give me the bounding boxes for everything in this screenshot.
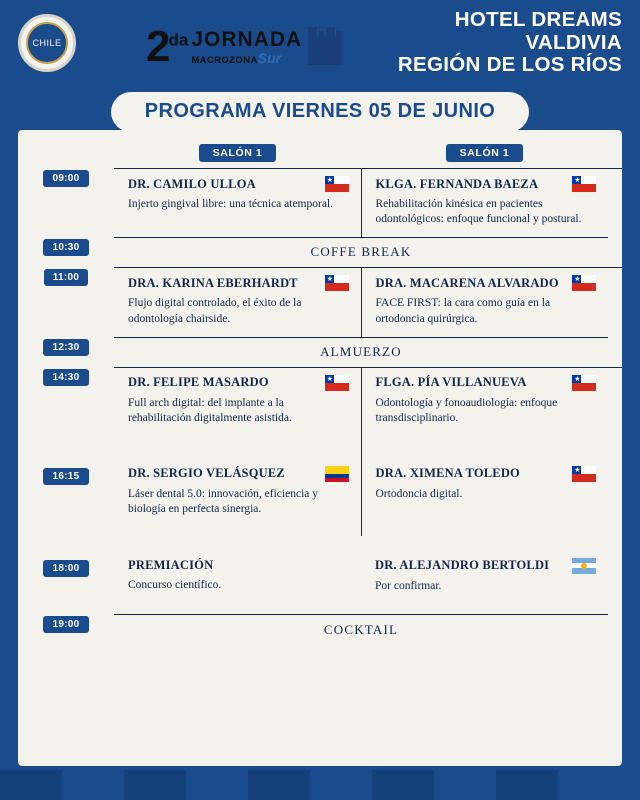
edition-subtitle: [191, 51, 302, 66]
session-left: [114, 268, 362, 336]
hall-label-right: SALÓN 1: [446, 144, 524, 162]
flag-chile-icon: ★: [572, 176, 596, 192]
footer-segment: [0, 770, 62, 800]
time-col: [18, 614, 114, 633]
speaker-row: [376, 275, 597, 291]
edition-number-value: 2: [146, 21, 169, 71]
session-topic: Por confirmar.: [375, 579, 442, 592]
venue-line-2: VALDIVIA: [525, 30, 622, 54]
flag-colombia-icon: [325, 466, 349, 482]
time-badge: 11:00: [44, 269, 89, 286]
session-right: [362, 268, 609, 336]
speaker-row: [375, 558, 596, 574]
logo-label: CHILE: [32, 37, 62, 48]
hall-label-left: SALÓN 1: [199, 144, 277, 162]
break-label: COFFE BREAK: [114, 237, 608, 267]
schedule-row-break: [18, 237, 622, 267]
session-topic: Láser dental 5.0: innovación, eficiencia y biología en perfecta sinergia.: [128, 487, 318, 515]
speaker-name: KLGA. FERNANDA BAEZA: [375, 176, 539, 191]
schedule-row: [18, 168, 622, 237]
schedule-row: [18, 367, 622, 444]
row-content: [114, 267, 622, 336]
speaker-row: [128, 558, 349, 573]
time-col: [18, 536, 114, 577]
footer-segment: [372, 770, 434, 800]
flag-chile-icon: ★: [572, 275, 596, 291]
time-badge: 18:00: [43, 560, 88, 577]
speaker-name: DRA. MACARENA ALVARADO: [375, 275, 559, 290]
schedule-rows: [18, 168, 622, 638]
speaker-row: [128, 275, 349, 291]
schedule-sheet: [18, 130, 622, 766]
footer-segment: [248, 770, 310, 800]
speaker-row: [376, 176, 597, 192]
session-left: [114, 169, 362, 237]
speaker-row: [128, 176, 349, 192]
castle-icon: [308, 27, 342, 65]
flag-chile-icon: ★: [325, 176, 349, 192]
time-badge: 09:00: [43, 170, 88, 187]
edition-number: [146, 21, 189, 71]
poster-header: [0, 0, 640, 86]
poster-footer: [0, 770, 640, 800]
time-col: [18, 337, 114, 356]
session-topic: Odontología y fonoaudiología: enfoque transdisciplinario.: [375, 396, 558, 424]
time-badge: 12:30: [43, 339, 88, 356]
hall-headers: [18, 144, 622, 162]
speaker-name: DR. SERGIO VELÁSQUEZ: [128, 466, 285, 481]
flag-argentina-icon: [572, 558, 596, 574]
speaker-name: DR. CAMILO ULLOA: [128, 176, 256, 191]
speaker-row: [128, 375, 349, 391]
footer-segment: [434, 770, 496, 800]
venue-block: [398, 9, 622, 78]
break-label: ALMUERZO: [114, 337, 608, 367]
session-left: [114, 444, 362, 536]
speaker-row: [376, 375, 597, 391]
logo-inner-ring: [26, 22, 68, 64]
hall-cell-left: [114, 144, 361, 162]
session-topic: Concurso científico.: [128, 578, 222, 591]
speaker-row: [376, 466, 597, 482]
session-topic: Rehabilitación kinésica en pacientes odontológicos: enfoque funcional y postural.: [375, 198, 582, 226]
association-logo: [18, 14, 76, 72]
speaker-name: PREMIACIÓN: [128, 557, 214, 572]
session-right: [362, 368, 609, 444]
speaker-row: [128, 466, 349, 482]
flag-chile-icon: ★: [572, 375, 596, 391]
time-badge: 16:15: [43, 468, 88, 485]
schedule-row-break: [18, 614, 622, 638]
speaker-name: DR. ALEJANDRO BERTOLDI: [375, 558, 550, 573]
session-topic: FACE FIRST: la cara como guía en la ortodoncia quirúrgica.: [375, 297, 551, 325]
session-topic: Full arch digital: del implante a la rehabilitación digitalmente asistida.: [128, 396, 292, 424]
schedule-row: [18, 267, 622, 336]
schedule-row-break: [18, 337, 622, 367]
footer-segment: [496, 770, 558, 800]
session-right: [362, 169, 609, 237]
speaker-name: FLGA. PÍA VILLANUEVA: [375, 375, 527, 390]
time-badge: 14:30: [43, 369, 88, 386]
speaker-name: DRA. KARINA EBERHARDT: [128, 275, 298, 290]
venue-line-3: REGIÓN DE LOS RÍOS: [397, 53, 622, 77]
schedule-row: [18, 536, 622, 614]
break-label: COCKTAIL: [114, 614, 608, 638]
edition-logo: [146, 21, 342, 71]
session-topic: Flujo digital controlado, el éxito de la odontología chairside.: [128, 297, 302, 325]
flag-chile-icon: ★: [325, 375, 349, 391]
session-right: [362, 444, 609, 536]
footer-segment: [124, 770, 186, 800]
row-content: [114, 168, 622, 237]
program-title: PROGRAMA VIERNES 05 DE JUNIO: [111, 92, 530, 132]
time-col: [18, 367, 114, 386]
flag-chile-icon: ★: [325, 275, 349, 291]
footer-segments: [0, 770, 640, 800]
edition-subtitle-accent: Sur: [257, 49, 282, 66]
time-col: [18, 237, 114, 256]
venue-line-1: HOTEL DREAMS: [454, 7, 622, 31]
time-col: [18, 444, 114, 485]
flag-chile-icon: ★: [572, 466, 596, 482]
edition-number-suffix: da: [168, 29, 189, 49]
footer-segment: [62, 770, 124, 800]
edition-word: JORNADA: [191, 27, 303, 51]
session-topic: Injerto gingival libre: una técnica atemporal.: [128, 198, 334, 210]
footer-segment: [310, 770, 372, 800]
time-badge: 10:30: [43, 239, 88, 256]
edition-subtitle-main: MACROZONA: [191, 54, 258, 66]
footer-segment: [558, 770, 620, 800]
session-right: [361, 536, 608, 614]
row-content: [114, 536, 622, 614]
speaker-name: DRA. XIMENA TOLEDO: [375, 466, 520, 481]
row-content: [114, 367, 622, 444]
session-left: [114, 536, 361, 614]
footer-segment: [186, 770, 248, 800]
session-topic: Ortodoncia digital.: [375, 487, 463, 500]
time-badge: 19:00: [43, 616, 88, 633]
program-title-wrap: [0, 92, 640, 132]
edition-wordmark: [191, 29, 302, 66]
session-left: [114, 368, 362, 444]
hall-cell-right: [361, 144, 608, 162]
row-content: [114, 444, 622, 536]
time-col: [18, 267, 114, 286]
schedule-row: [18, 444, 622, 536]
time-col: [18, 168, 114, 187]
speaker-name: DR. FELIPE MASARDO: [128, 375, 269, 390]
